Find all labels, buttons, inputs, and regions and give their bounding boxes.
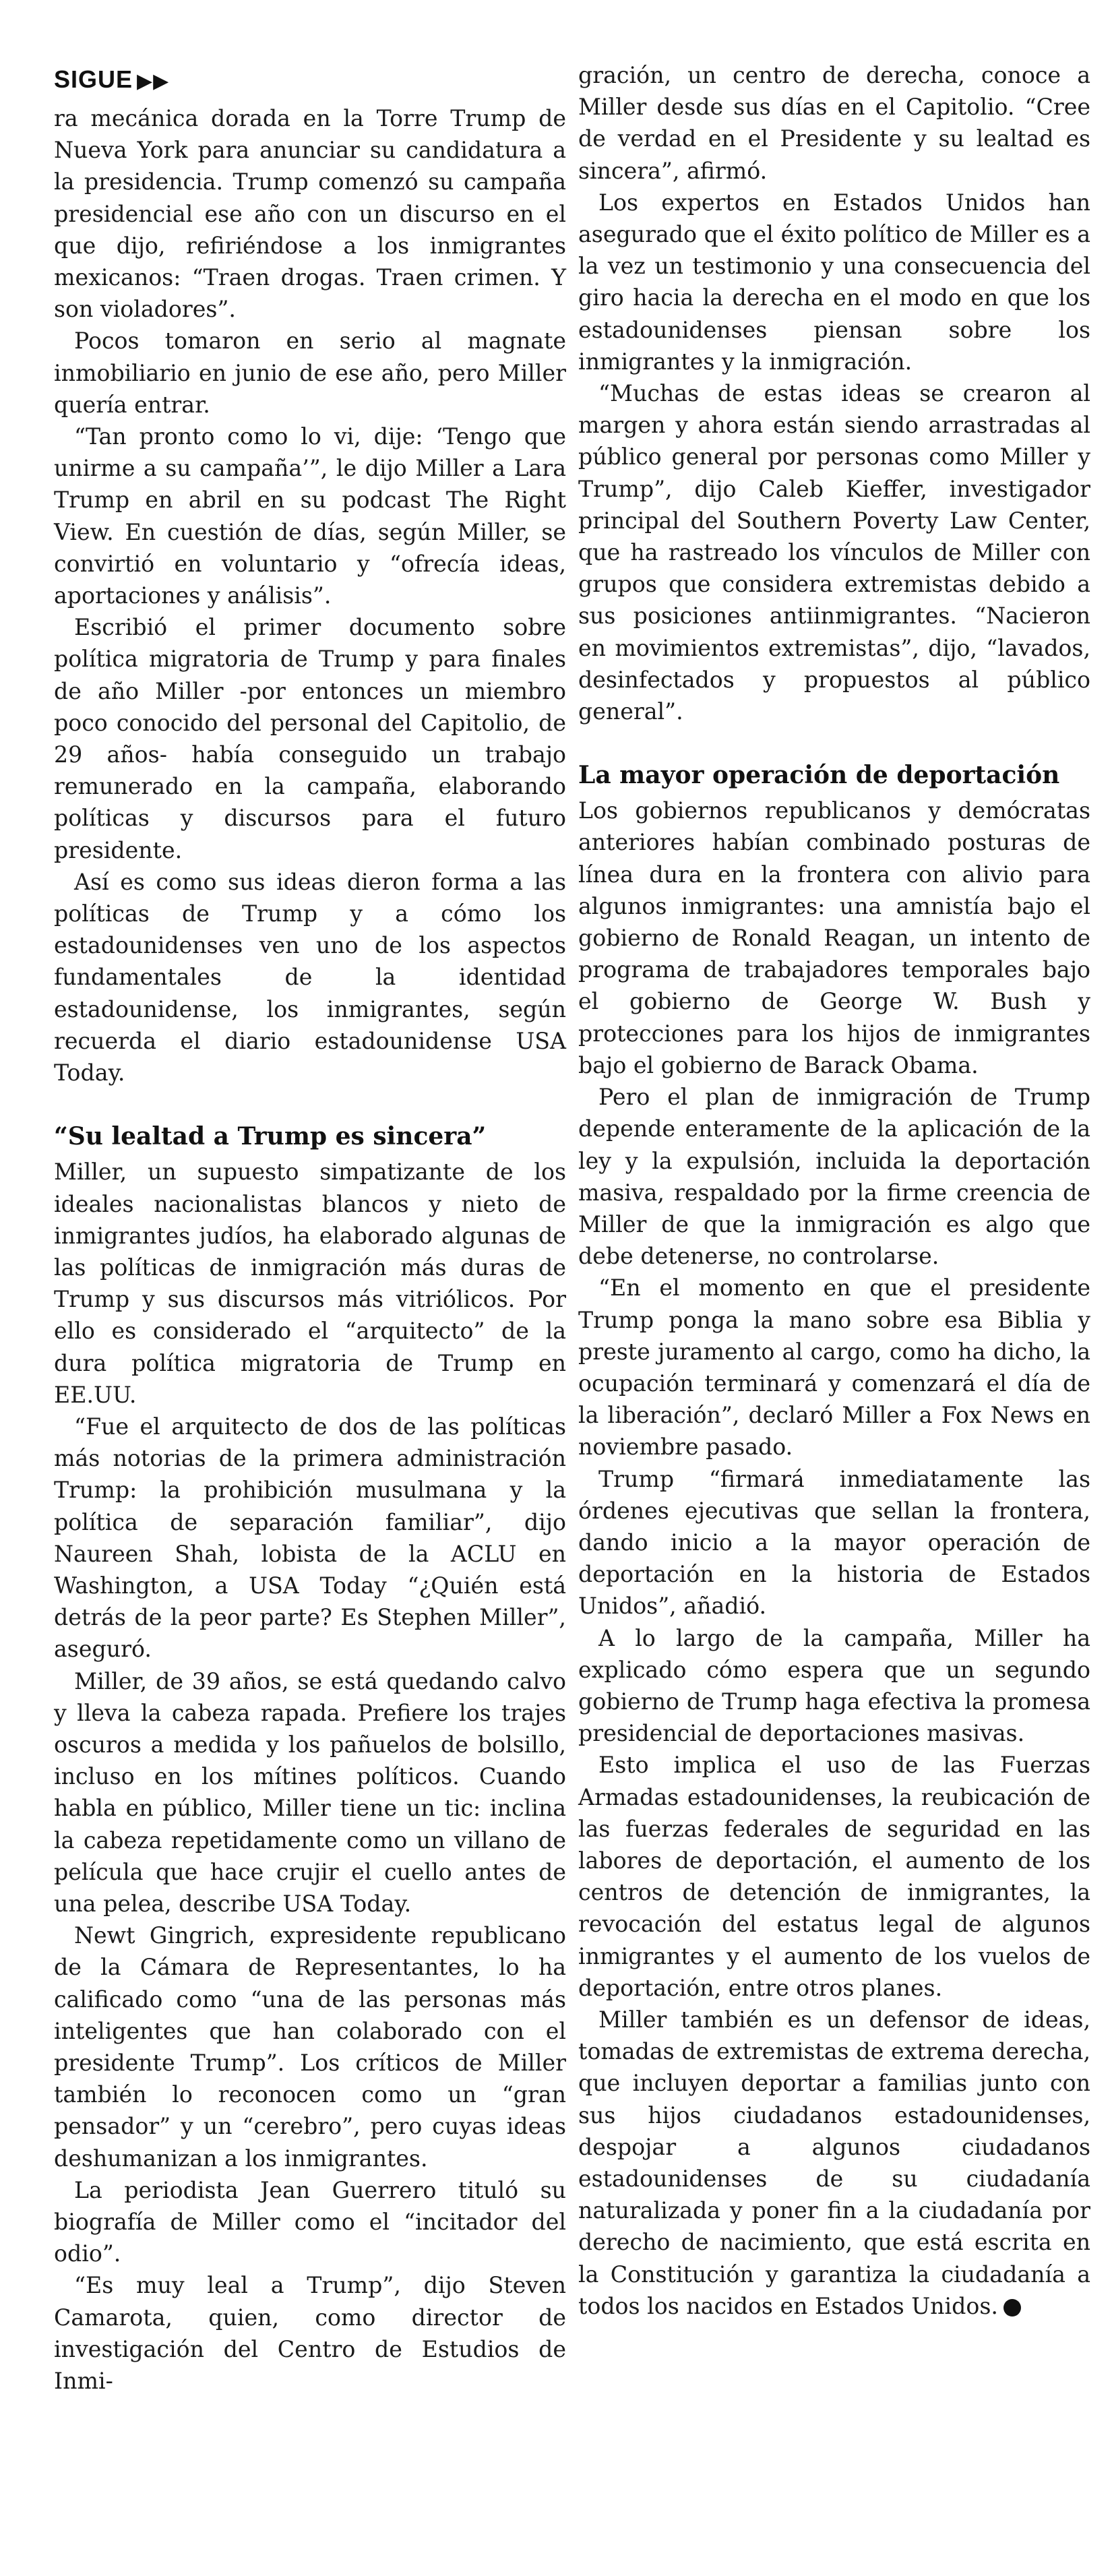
paragraph-text: La periodista Jean Guerrero tituló su biografía de Miller como el “incitador del odio”. — [54, 2176, 566, 2267]
end-of-article-icon — [1003, 2299, 1021, 2317]
article-paragraph — [54, 1156, 566, 1411]
article-paragraph — [578, 1463, 1090, 1622]
paragraph-text: A lo largo de la campaña, Miller ha explicado cómo espera que un segundo gobierno de Trump haga efectiva la promesa presidencial de deportaciones masivas. — [578, 1624, 1090, 1747]
paragraph-text: Miller, un supuesto simpatizante de los ideales nacionalistas blancos y nieto de inmigrantes judíos, ha elaborado algunas de las políticas de inmigración más duras de Trump y sus discursos más vitriólicos. Por ello es considerado el “arquitecto” de la dura política migratoria de Trump en EE.UU. — [54, 1159, 566, 1408]
article-paragraph — [54, 102, 566, 325]
paragraph-text: Pero el plan de inmigración de Trump depende enteramente de la aplicación de la ley y la expulsión, incluida la deportación masiva, respaldado por la firme creencia de Miller de que la inmigración es algo que debe detenerse, no controlarse. — [578, 1084, 1090, 1270]
article-paragraph — [54, 1411, 566, 1665]
paragraph-text: “Es muy leal a Trump”, dijo Steven Camarota, quien, como director de investigación del Centro de Estudios de Inmi- — [54, 2272, 566, 2395]
paragraph-text: Pocos tomaron en serio al magnate inmobiliario en junio de ese año, pero Miller quería entrar. — [54, 328, 566, 418]
kicker-label: SIGUE — [54, 65, 133, 93]
left-column — [54, 61, 566, 2397]
paragraph-text: “Muchas de estas ideas se crearon al margen y ahora están siendo arrastradas al público general por personas como Miller y Trump”, dijo Caleb Kieffer, investigador principal del Southern Poverty Law Center, que ha rastreado los vínculos de Miller con grupos que considera extremistas debido a sus posiciones antiinmigrantes. “Nacieron en movimientos extremistas”, dijo, “lavados, desinfectados y propuestos al público general”. — [578, 380, 1090, 725]
article-paragraph — [54, 611, 566, 866]
paragraph-text: Así es como sus ideas dieron forma a las políticas de Trump y a cómo los estadounidenses ven uno de los aspectos fundamentales de la identidad estadounidense, los inmigrantes, según recuerda el diario estadounidense USA Today. — [54, 868, 566, 1086]
section-heading — [578, 758, 1090, 792]
paragraph-text: “En el momento en que el presidente Trump ponga la mano sobre esa Biblia y preste juramento al cargo, como ha dicho, la ocupación terminará y comenzará el día de la liberación”, declaró Miller a Fox News en noviembre pasado. — [578, 1275, 1090, 1461]
article-paragraph — [578, 2004, 1090, 2322]
paragraph-text: Escribió el primer documento sobre política migratoria de Trump y para finales de año Miller -por entonces un miembro poco conocido del personal del Capitolio, de 29 años- había conseguido un trabajo remunerado en la campaña, elaborando políticas y discursos para el futuro presidente. — [54, 614, 566, 863]
section-heading — [54, 1120, 566, 1153]
paragraph-text: Esto implica el uso de las Fuerzas Armadas estadounidenses, la reubicación de las fuerzas federales de seguridad en las labores de deportación, el aumento de los centros de detención de inmigrantes, la revocación del estatus legal de algunos inmigrantes y el aumento de los vuelos de deportación, entre otros planes. — [578, 1752, 1090, 2001]
article-paragraph — [578, 1749, 1090, 2004]
article-paragraph — [54, 866, 566, 1088]
paragraph-text: Newt Gingrich, expresidente republicano de la Cámara de Representantes, lo ha calificado como “una de las personas más inteligentes que han colaborado con el presidente Trump”. Los críticos de Miller también lo reconocen como un “gran pensador” y un “cerebro”, pero cuyas ideas deshumanizan a los inmigrantes. — [54, 1922, 566, 2172]
paragraph-text: ra mecánica dorada en la Torre Trump de Nueva York para anunciar su candidatura a la presidencia. Trump comenzó su campaña presidencial ese año con un discurso en el que dijo, refiriéndose a los inmigrantes mexicanos: “Traen drogas. Traen crimen. Y son violadores”. — [54, 105, 566, 323]
article-paragraph — [578, 59, 1090, 187]
article-paragraph — [54, 325, 566, 421]
continue-kicker — [54, 66, 566, 93]
article-paragraph — [578, 1272, 1090, 1463]
article-paragraph — [578, 377, 1090, 727]
article-paragraph — [578, 187, 1090, 377]
paragraph-text: gración, un centro de derecha, conoce a Miller desde sus días en el Capitolio. “Cree de verdad en el Presidente y su lealtad es sincera”, afirmó. — [578, 62, 1090, 184]
left-column-body — [54, 102, 566, 2397]
article-paragraph — [578, 795, 1090, 1081]
paragraph-text: Los gobiernos republicanos y demócratas anteriores habían combinado posturas de línea dura en la frontera con alivio para algunos inmigrantes: una amnistía bajo el gobierno de Ronald Reagan, un intento de programa de trabajadores temporales bajo el gobierno de George W. Bush y protecciones para los hijos de inmigrantes bajo el gobierno de Barack Obama. — [578, 797, 1090, 1078]
article-paragraph — [54, 421, 566, 611]
article-paragraph — [578, 1081, 1090, 1272]
paragraph-text: Miller también es un defensor de ideas, tomadas de extremistas de extrema derecha, que incluyen deportar a familias junto con sus hijos ciudadanos estadounidenses, despojar a algunos ciudadanos estadounidenses de su ciudadanía naturalizada y poner fin a la ciudadanía por derecho de nacimiento, que está escrita en la Constitución y garantiza la ciudadanía a todos los nacidos en Estados Unidos. — [578, 2006, 1090, 2319]
double-arrow-icon: ▶▶ — [137, 70, 170, 92]
paragraph-text: La mayor operación de deportación — [578, 761, 1060, 790]
paragraph-text: “Tan pronto como lo vi, dije: ‘Tengo que unirme a su campaña’”, le dijo Miller a Lara Trump en abril en su podcast The Right View. En cuestión de días, según Miller, se convirtió en voluntario y “ofrecía ideas, aportaciones y análisis”. — [54, 423, 566, 609]
article-paragraph — [578, 1622, 1090, 1750]
paragraph-text: Miller, de 39 años, se está quedando calvo y lleva la cabeza rapada. Prefiere los trajes oscuros a medida y los pañuelos de bolsillo, incluso en los mítines políticos. Cuando habla en público, Miller tiene un tic: inclina la cabeza repetidamente como un villano de película que hace crujir el cuello antes de una pelea, describe USA Today. — [54, 1667, 566, 1917]
article-paragraph — [54, 2269, 566, 2397]
paragraph-text: “Fue el arquitecto de dos de las políticas más notorias de la primera administración Trump: la prohibición musulmana y la política de separación familiar”, dijo Naureen Shah, lobista de la ACLU en Washington, a USA Today “¿Quién está detrás de la peor parte? Es Stephen Miller”, aseguró. — [54, 1413, 566, 1663]
right-column — [578, 59, 1090, 2322]
paragraph-text: “Su lealtad a Trump es sincera” — [54, 1122, 487, 1151]
paragraph-text: Los expertos en Estados Unidos han asegurado que el éxito político de Miller es a la vez un testimonio y una consecuencia del giro hacia la derecha en el modo en que los estadounidenses piensan sobre los inmigrantes y la inmigración. — [578, 189, 1090, 375]
right-column-body — [578, 59, 1090, 2322]
paragraph-text: Trump “firmará inmediatamente las órdenes ejecutivas que sellan la frontera, dando inicio a la mayor operación de deportación en la historia de Estados Unidos”, añadió. — [578, 1465, 1090, 1620]
article-paragraph — [54, 1920, 566, 2174]
article-paragraph — [54, 2174, 566, 2270]
article-paragraph — [54, 1665, 566, 1920]
